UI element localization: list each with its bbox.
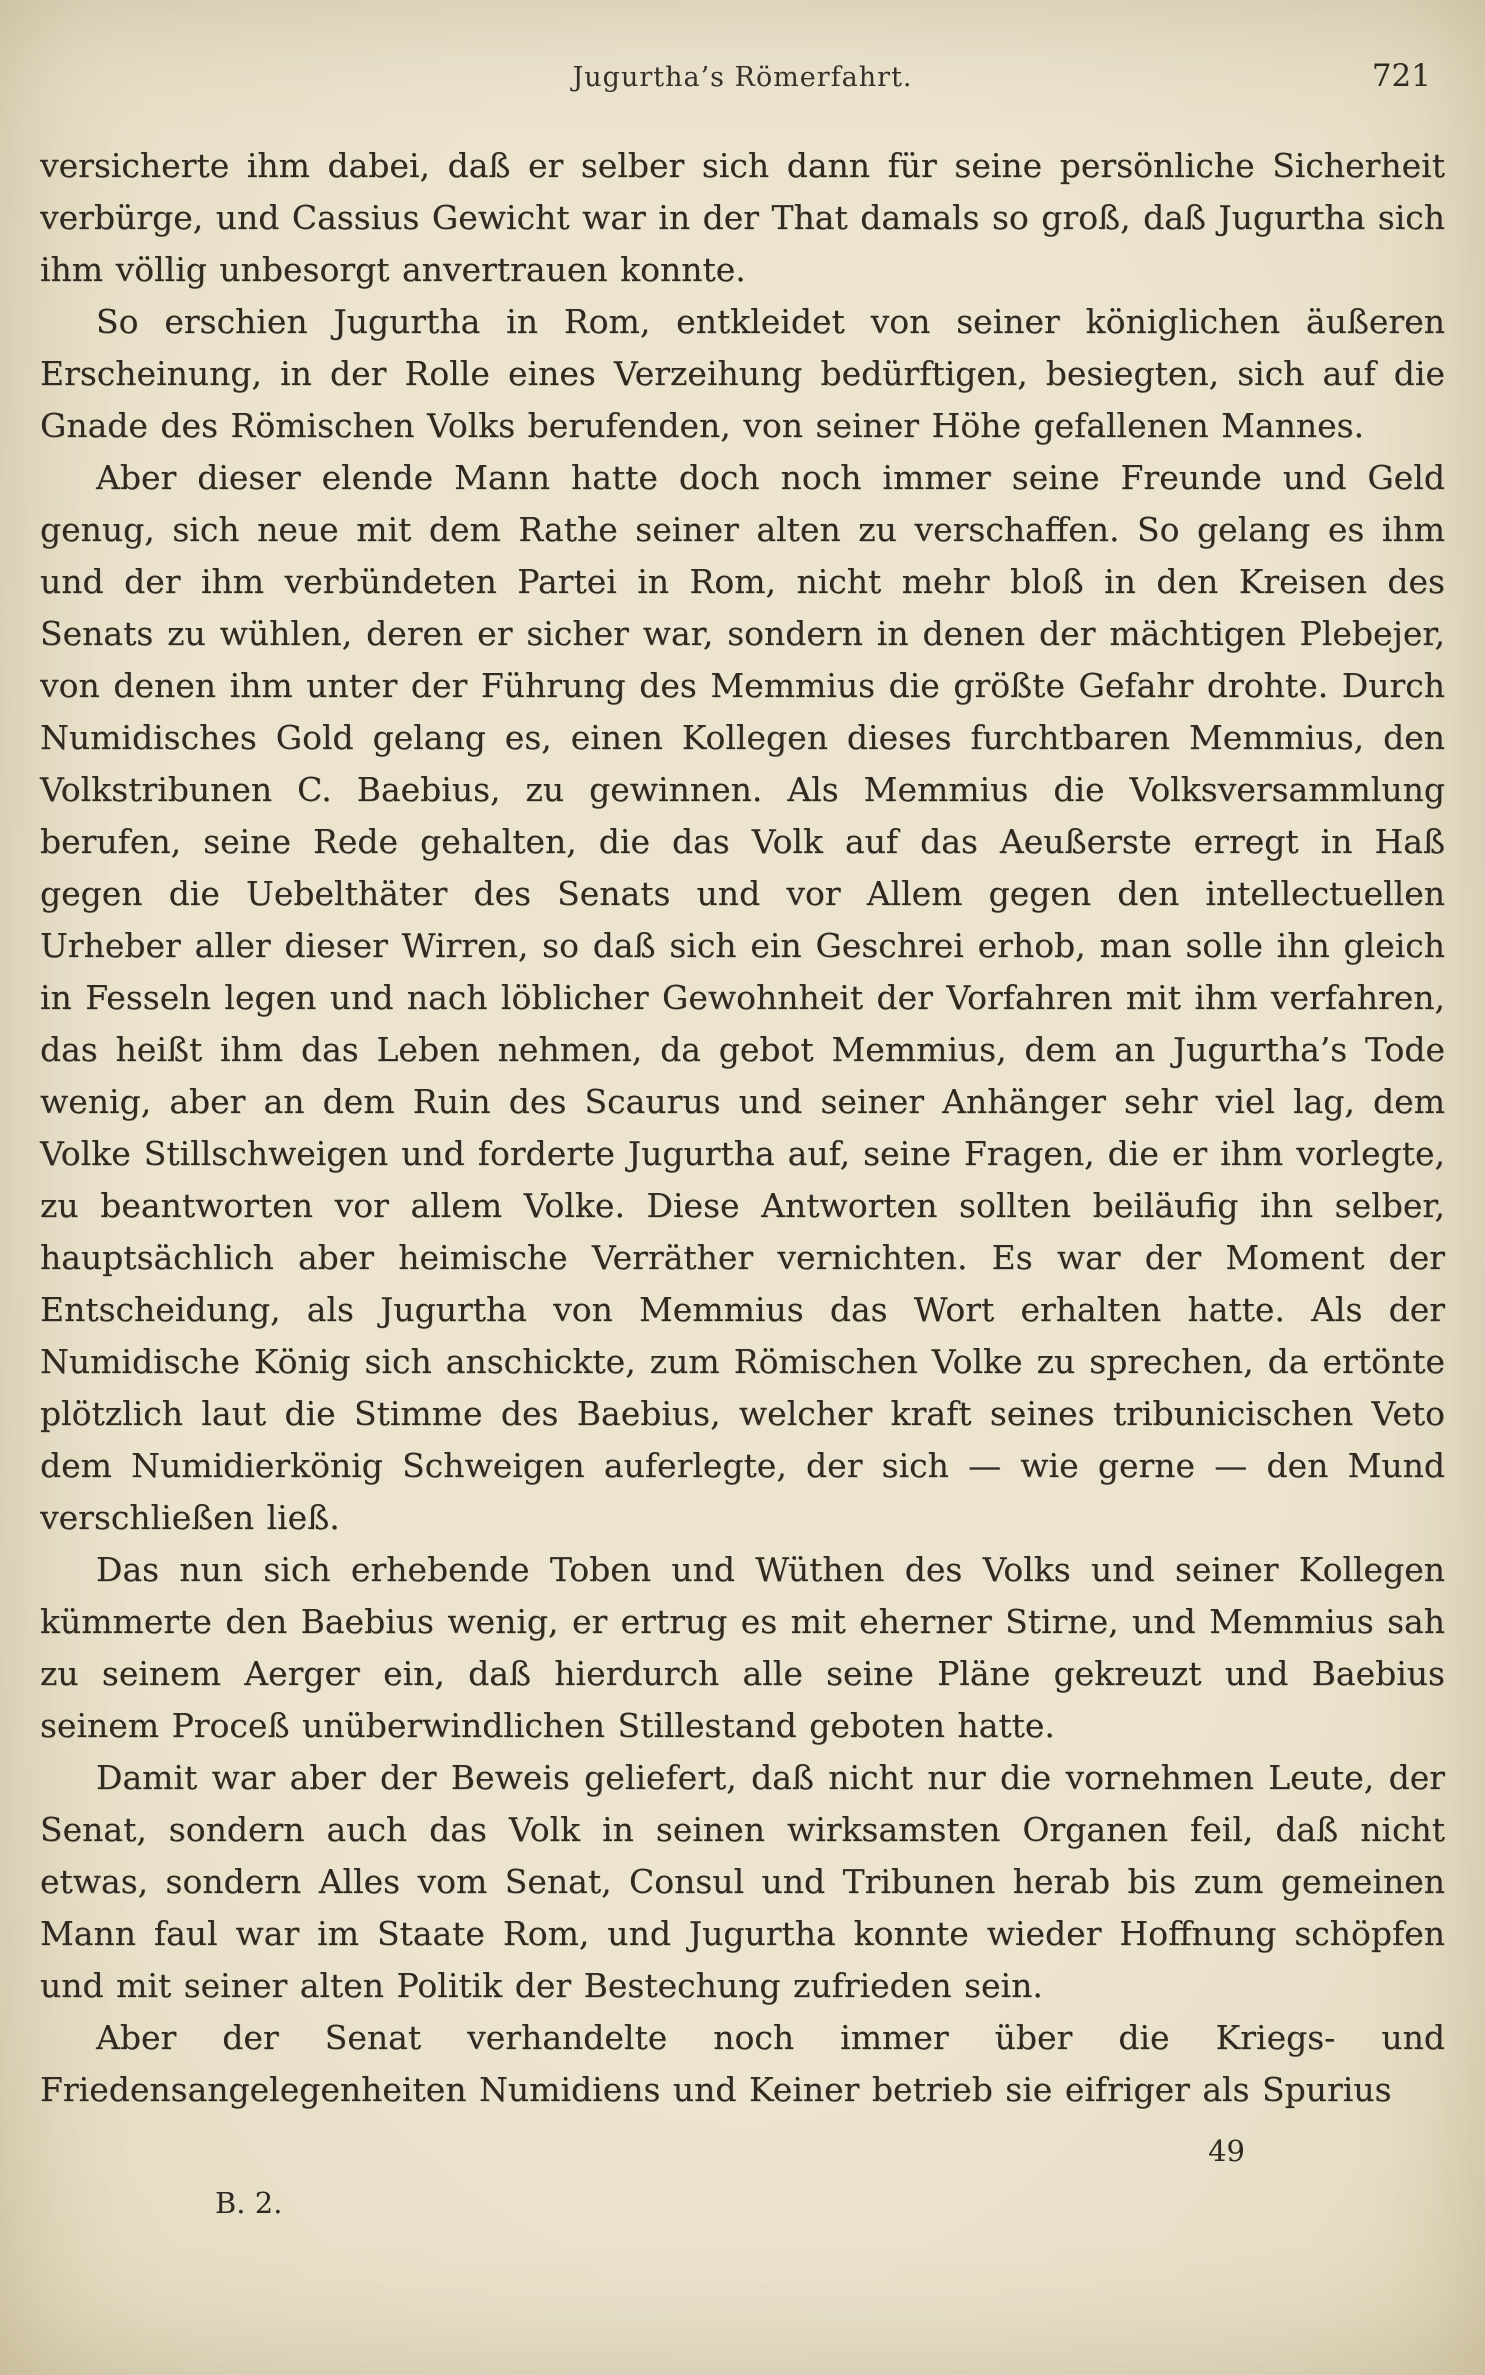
sheet-number: 49	[1208, 2134, 1245, 2168]
page-number: 721	[1371, 58, 1431, 94]
paragraph: Aber der Senat verhandelte noch immer über die Kriegs- und Friedensangelegenheiten Numidiens und Keiner betrieb sie eifriger als Spurius	[40, 2018, 1445, 2109]
paragraph: So erschien Jugurtha in Rom, entkleidet von seiner königlichen äußeren Erscheinung, in der Rolle eines Verzeihung bedürftigen, besiegten, sich auf die Gnade des Römischen Volks berufenden, von seiner Höhe gefallenen Mannes.	[40, 302, 1445, 445]
paragraph: versicherte ihm dabei, daß er selber sich dann für seine persönliche Sicherheit verbürge, und Cassius Gewicht war in der That damals so groß, daß Jugurtha sich ihm völlig unbesorgt anvertrauen konnte.	[40, 146, 1445, 289]
body-text	[40, 140, 1445, 2116]
paragraph: Aber dieser elende Mann hatte doch noch immer seine Freunde und Geld genug, sich neue mit dem Rathe seiner alten zu verschaffen. So gelang es ihm und der ihm verbündeten Partei in Rom, nicht mehr bloß in den Kreisen des Senats zu wühlen, deren er sicher war, sondern in denen der mächtigen Plebejer, von denen ihm unter der Führung des Memmius die größte Gefahr drohte. Durch Numidisches Gold gelang es, einen Kollegen dieses furchtbaren Memmius, den Volkstribunen C. Baebius, zu gewinnen. Als Memmius die Volksversammlung berufen, seine Rede gehalten, die das Volk auf das Aeußerste erregt in Haß gegen die Uebelthäter des Senats und vor Allem gegen den intellectuellen Urheber aller dieser Wirren, so daß sich ein Geschrei erhob, man solle ihn gleich in Fesseln legen und nach löblicher Gewohnheit der Vorfahren mit ihm verfahren, das heißt ihm das Leben nehmen, da gebot Memmius, dem an Jugurtha’s Tode wenig, aber an dem Ruin des Scaurus und seiner Anhänger sehr viel lag, dem Volke Stillschweigen und forderte Jugurtha auf, seine Fragen, die er ihm vorlegte, zu beantworten vor allem Volke. Diese Antworten sollten beiläufig ihn selber, hauptsächlich aber heimische Verräther vernichten. Es war der Moment der Entscheidung, als Jugurtha von Memmius das Wort erhalten hatte. Als der Numidische König sich anschickte, zum Römischen Volke zu sprechen, da ertönte plötzlich laut die Stimme des Baebius, welcher kraft seines tribunicischen Veto dem Numidierkönig Schweigen auferlegte, der sich — wie gerne — den Mund verschließen ließ.	[40, 458, 1445, 1537]
signature-mark: B. 2.	[215, 2186, 283, 2220]
paragraph: Damit war aber der Beweis geliefert, daß nicht nur die vornehmen Leute, der Senat, sondern auch das Volk in seinen wirksamsten Organen feil, daß nicht etwas, sondern Alles vom Senat, Consul und Tribunen herab bis zum gemeinen Mann faul war im Staate Rom, und Jugurtha konnte wieder Hoffnung schöpfen und mit seiner alten Politik der Bestechung zufrieden sein.	[40, 1758, 1445, 2005]
page-header	[40, 58, 1445, 114]
running-title: Jugurtha’s Römerfahrt.	[572, 62, 913, 93]
paragraph: Das nun sich erhebende Toben und Wüthen des Volks und seiner Kollegen kümmerte den Baebius wenig, er ertrug es mit eherner Stirne, und Memmius sah zu seinem Aerger ein, daß hierdurch alle seine Pläne gekreuzt und Baebius seinem Proceß unüberwindlichen Stillestand geboten hatte.	[40, 1550, 1445, 1745]
page-footer	[40, 2134, 1445, 2264]
